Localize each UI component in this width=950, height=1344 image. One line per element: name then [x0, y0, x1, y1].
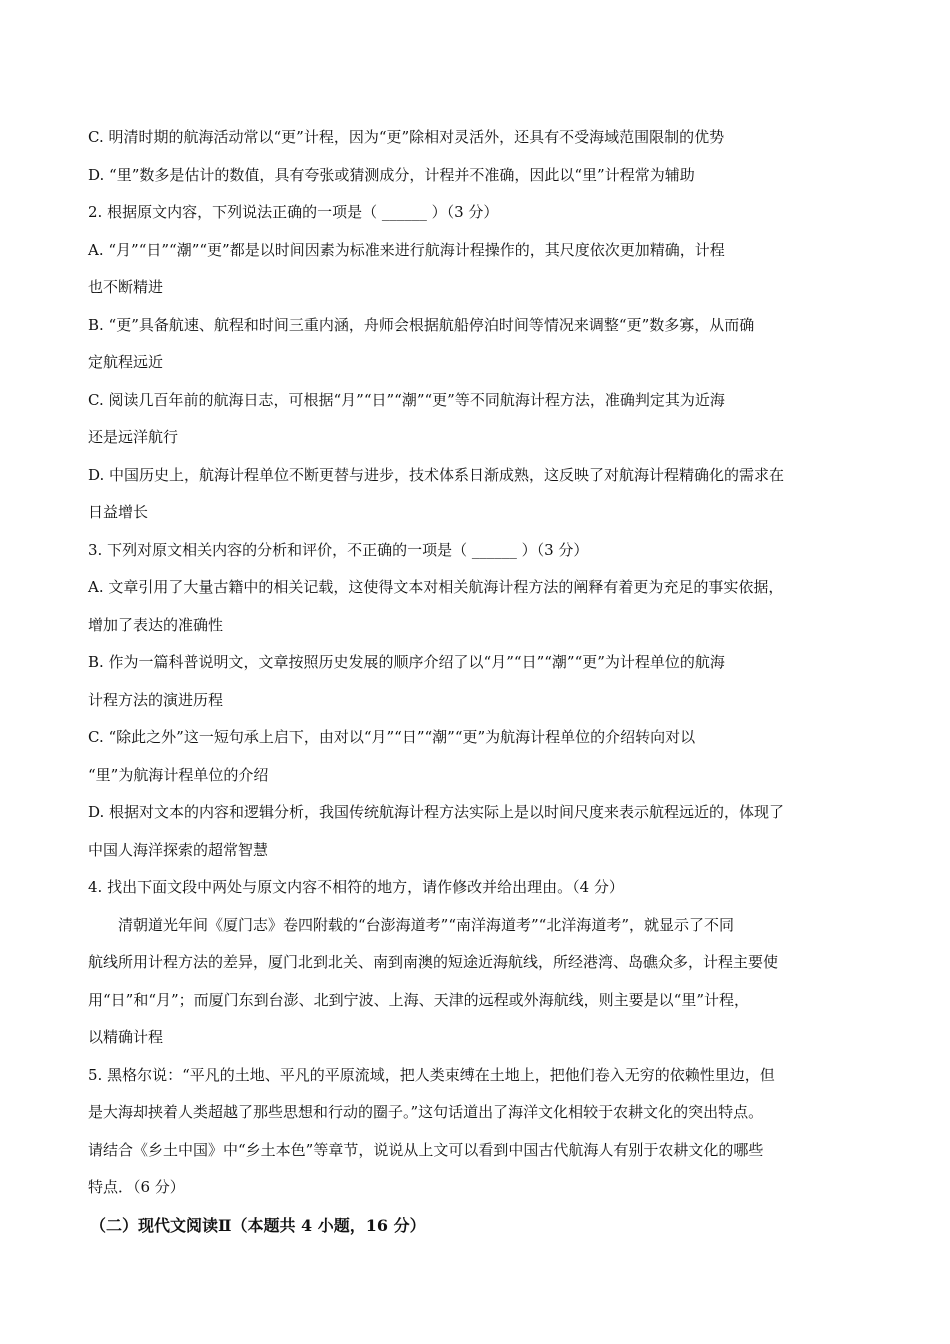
- q5-line-2: 是大海却挟着人类超越了那些思想和行动的圈子。”这句话道出了海洋文化相较于农耕文化的突出特点。: [88, 1103, 764, 1121]
- q2-option-b-line-1: B. “更”具备航速、航程和时间三重内涵，舟师会根据航船停泊时间等情况来调整“更”数多寡，从而确: [88, 315, 755, 334]
- q4-passage-line-3: 用“日”和“月”；而厦门东到台澎、北到宁波、上海、天津的远程或外海航线，则主要是以“里”计程，: [88, 990, 750, 1009]
- q2-option-d-line-1: D. 中国历史上，航海计程单位不断更替与进步，技术体系日渐成熟，这反映了对航海计程精确化的需求在: [88, 465, 785, 484]
- q2-option-c-line-1: C. 阅读几百年前的航海日志，可根据“月”“日”“潮”“更”等不同航海计程方法，准确判定其为近海: [88, 390, 725, 409]
- q1-option-c: C. 明清时期的航海活动常以“更”计程，因为“更”除相对灵活外，还具有不受海域范围限制的优势: [88, 128, 725, 146]
- q2-option-d-line-2: 日益增长: [88, 503, 149, 521]
- q5-line-3: 请结合《乡土中国》中“乡土本色”等章节，说说从上文可以看到中国古代航海人有别于农耕文化的哪些: [88, 1140, 764, 1159]
- q5-line-4: 特点．（6 分）: [88, 1178, 185, 1196]
- q3-option-b-line-1: B. 作为一篇科普说明文，文章按照历史发展的顺序介绍了以“月”“日”“潮”“更”为计程单位的航海: [88, 653, 725, 671]
- q2-stem: 2. 根据原文内容，下列说法正确的一项是（ ______ ）（3 分）: [88, 203, 499, 221]
- q3-option-b-line-2: 计程方法的演进历程: [88, 690, 224, 709]
- q2-option-a-line-2: 也不断精进: [88, 278, 164, 296]
- q3-option-d-line-1: D. 根据对文本的内容和逻辑分析，我国传统航海计程方法实际上是以时间尺度来表示航程远近的，体现了: [88, 803, 785, 821]
- q3-stem: 3. 下列对原文相关内容的分析和评价，不正确的一项是（ ______ ）（3 分）: [88, 540, 589, 559]
- q2-option-c-line-2: 还是远洋航行: [88, 428, 179, 446]
- q1-option-d: D. “里”数多是估计的数值，具有夸张或猜测成分，计程并不准确，因此以“里”计程常为辅助: [88, 165, 695, 184]
- q3-option-a-line-2: 增加了表达的准确性: [88, 615, 224, 634]
- exam-page: [88, 119, 863, 1244]
- q2-option-a-line-1: A. “月”“日”“潮”“更”都是以时间因素为标准来进行航海计程操作的，其尺度依次更加精确，计程: [88, 240, 725, 259]
- q4-passage-line-2: 航线所用计程方法的差异，厦门北到北关、南到南澳的短途近海航线，所经港湾、岛礁众多，计程主要使: [88, 953, 779, 971]
- q3-option-c-line-2: “里”为航海计程单位的介绍: [88, 765, 269, 784]
- section-heading: （二）现代文阅读Ⅱ（本题共 4 小题，16 分）: [90, 1215, 426, 1235]
- q4-passage-line-4: 以精确计程: [88, 1028, 164, 1046]
- q5-line-1: 5. 黑格尔说：“平凡的土地、平凡的平原流域，把人类束缚在土地上，把他们卷入无穷的依赖性里边，但: [88, 1065, 775, 1084]
- q3-option-d-line-2: 中国人海洋探索的超常智慧: [88, 840, 269, 859]
- q3-option-c-line-1: C. “除此之外”这一短句承上启下，由对以“月”“日”“潮”“更”为航海计程单位的介绍转向对以: [88, 728, 696, 746]
- q3-option-a-line-1: A. 文章引用了大量古籍中的相关记载，这使得文本对相关航海计程方法的阐释有着更为充足的事实依据，: [88, 578, 784, 596]
- q4-passage-line-1: 清朝道光年间《厦门志》卷四附载的“台澎海道考”“南洋海道考”“北洋海道考”，就显示了不同: [118, 915, 735, 934]
- q4-stem: 4. 找出下面文段中两处与原文内容不相符的地方，请作修改并给出理由。（4 分）: [88, 878, 624, 896]
- q2-option-b-line-2: 定航程远近: [88, 353, 164, 371]
